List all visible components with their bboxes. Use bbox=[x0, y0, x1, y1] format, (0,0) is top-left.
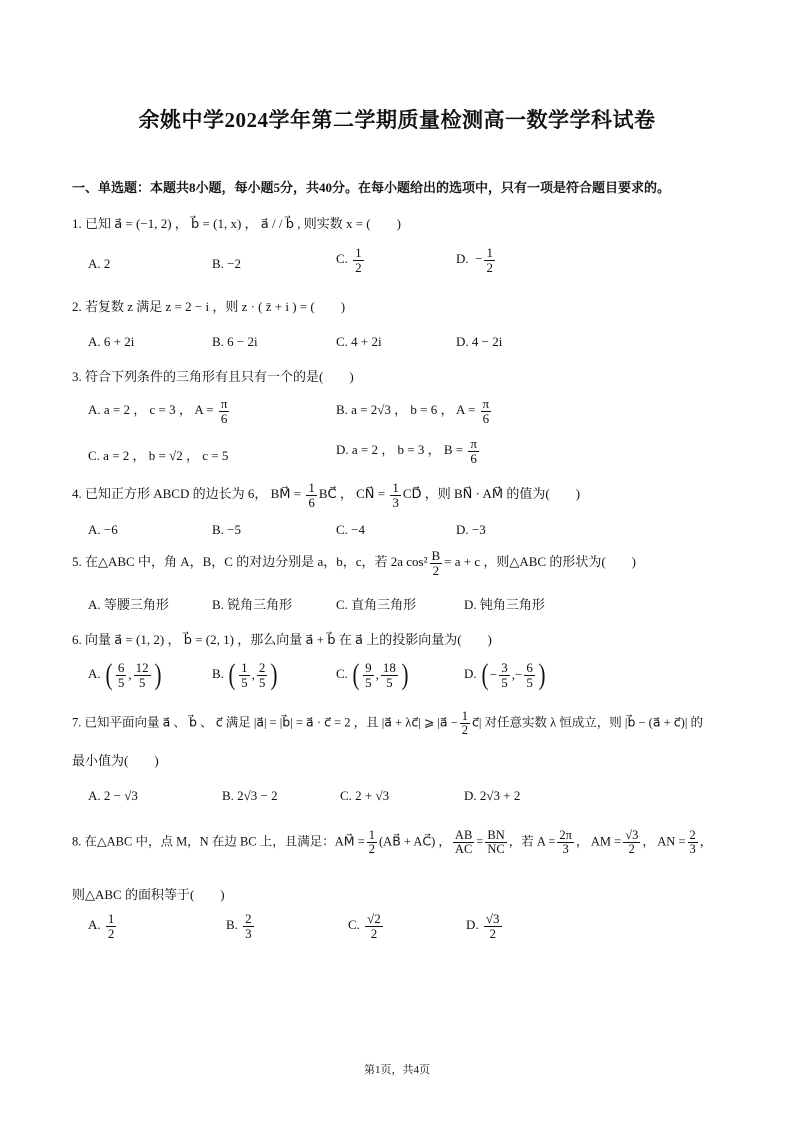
q7-option-d: D. 2√3 + 2 bbox=[464, 788, 521, 803]
question-1-stem: 1. 已知 a⃗ = (−1, 2) ， b⃗ = (1, x) ， a⃗ / / b⃗ , 则实数 x = ( ) bbox=[72, 216, 401, 231]
q8-option-d: D. $\frac{√3}{2}$ bbox=[466, 911, 500, 941]
q6-option-a: A. ( $\frac{6}{5}$ , $\frac{12}{5}$ ) bbox=[88, 658, 162, 691]
q2-option-b: B. 6 − 2i bbox=[212, 334, 258, 349]
q3-option-d: D. a = 2 ， b = 3 ， B = $\frac{\pi}{6}$ bbox=[336, 436, 477, 466]
q7-option-a: A. 2 − √3 bbox=[88, 788, 138, 803]
q7-option-c: C. 2 + √3 bbox=[340, 788, 390, 803]
q2-option-d: D. 4 − 2i bbox=[456, 334, 503, 349]
question-7-line2: 最小值为( ) bbox=[72, 753, 159, 768]
q6-option-b: B. ( $\frac{1}{5}$ , $\frac{2}{5}$ ) bbox=[212, 658, 278, 691]
page-title: 余姚中学2024学年第二学期质量检测高一数学学科试卷 bbox=[138, 108, 656, 132]
q1-option-a: A. 2 bbox=[88, 256, 111, 271]
question-5-stem: 5. 在△ABC 中，角 A，B，C 的对边分别是 a，b，c，若 2a cos² $\frac{B}{2}$ = a + c ，则△ABC 的形状为( ) bbox=[72, 548, 637, 578]
q5-option-a: A. 等腰三角形 bbox=[88, 597, 169, 612]
q6-option-c: C. ( $\frac{9}{5}$ , $\frac{18}{5}$ ) bbox=[336, 658, 409, 691]
question-7-stem: 7. 已知平面向量 a⃗ 、 b⃗ 、 c⃗ 满足 |a⃗| = |b⃗| = a⃗ · c⃗ = 2 ，且 |a⃗ + λc⃗| ⩾ |a⃗ − $\frac{1}{2}$ c⃗| 对任意实数 λ 恒成立，则 |b⃗ − (a⃗ + c⃗)| 的 bbox=[72, 709, 703, 738]
page-footer: 第1页，共4页 bbox=[364, 1064, 430, 1076]
q8-option-b: B. $\frac{2}{3}$ bbox=[226, 911, 252, 941]
q5-option-d: D. 钝角三角形 bbox=[464, 597, 545, 612]
q2-option-c: C. 4 + 2i bbox=[336, 334, 382, 349]
question-8-line2: 则△ABC 的面积等于( ) bbox=[72, 887, 225, 902]
q6-option-d: D. ( − $\frac{3}{5}$ ,− $\frac{6}{5}$ ) bbox=[464, 658, 546, 691]
q1-option-d: D. − $\frac{1}{2}$ bbox=[456, 245, 493, 275]
q4-option-b: B. −5 bbox=[212, 522, 242, 537]
q1-option-b: B. −2 bbox=[212, 256, 242, 271]
q3-option-a: A. a = 2 ， c = 3 ， A = $\frac{\pi}{6}$ bbox=[88, 396, 228, 426]
q1-option-c: C. $\frac{1}{2}$ bbox=[336, 245, 362, 275]
q4-option-c: C. −4 bbox=[336, 522, 366, 537]
question-2-stem: 2. 若复数 z 满足 z = 2 − i ，则 z · ( z̄ + i ) = ( ) bbox=[72, 299, 346, 314]
q3-option-c: C. a = 2 ， b = √2 ， c = 5 bbox=[88, 448, 229, 463]
q5-option-c: C. 直角三角形 bbox=[336, 597, 417, 612]
question-8-stem: 8. 在△ABC 中，点 M，N 在边 BC 上，且满足：AM⃗ = $\frac{1}{2}$ (AB⃗ + AC⃗) ， $\frac{AB}{AC}$ = $\frac{BN}{NC}$ ，若 A = $\frac{2\pi}{3}$ ， AM = $\frac{√3}{2}$ ， AN = $\frac{2}{3}$ ， bbox=[72, 828, 713, 857]
section-heading: 一、单选题：本题共8小题，每小题5分，共40分。在每小题给出的选项中，只有一项是符合题目要求的。 bbox=[72, 180, 671, 195]
q3-option-b: B. a = 2√3 ， b = 6 ， A = $\frac{\pi}{6}$ bbox=[336, 396, 490, 426]
question-6-stem: 6. 向量 a⃗ = (1, 2) ， b⃗ = (2, 1) ，那么向量 a⃗ + b⃗ 在 a⃗ 上的投影向量为( ) bbox=[72, 632, 492, 647]
q2-option-a: A. 6 + 2i bbox=[88, 334, 135, 349]
q5-option-b: B. 锐角三角形 bbox=[212, 597, 293, 612]
q4-option-a: A. −6 bbox=[88, 522, 118, 537]
question-4-stem: 4. 已知正方形 ABCD 的边长为 6， BM⃗ = $\frac{1}{6}$ BC⃗ ， CN⃗ = $\frac{1}{3}$ CD⃗ ，则 BN⃗ · AM⃗ 的值为( ) bbox=[72, 480, 581, 510]
q8-option-c: C. $\frac{√2}{2}$ bbox=[348, 911, 381, 941]
q4-option-d: D. −3 bbox=[456, 522, 486, 537]
question-3-stem: 3. 符合下列条件的三角形有且只有一个的是( ) bbox=[72, 369, 354, 384]
q7-option-b: B. 2√3 − 2 bbox=[222, 788, 278, 803]
q8-option-a: A. $\frac{1}{2}$ bbox=[88, 911, 115, 941]
